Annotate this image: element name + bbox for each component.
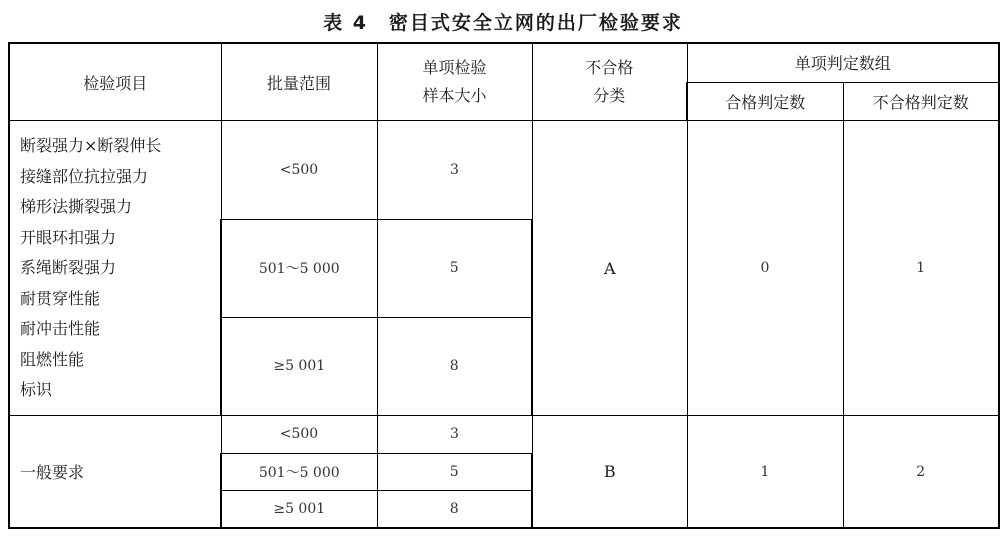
table-row — [9, 121, 999, 219]
class-cell: A — [532, 121, 687, 416]
fail-number-cell: 1 — [843, 121, 999, 416]
header-class-line1: 不合格 — [585, 58, 634, 78]
header-item: 检验项目 — [9, 43, 221, 121]
table-row — [9, 416, 999, 453]
fail-number-cell: 2 — [843, 416, 999, 528]
inspection-requirements-table — [8, 42, 1000, 529]
list-item: 开眼环扣强力 — [20, 227, 117, 247]
header-nonconformity-class — [532, 43, 687, 121]
list-item: 阻燃性能 — [20, 349, 85, 369]
group2-item: 一般要求 — [9, 416, 221, 528]
list-item: 系绳断裂强力 — [20, 258, 117, 277]
batch-range-cell: 501～5 000 — [221, 219, 377, 317]
list-item: 梯形法撕裂强力 — [20, 197, 133, 216]
sample-size-cell: 5 — [377, 453, 532, 490]
list-item: 接缝部位抗拉强力 — [20, 166, 149, 186]
sample-size-cell: 8 — [377, 490, 532, 528]
table-caption: 表 4 密目式安全立网的出厂检验要求 — [323, 12, 683, 34]
sample-size-cell: 8 — [377, 317, 532, 415]
pass-number-cell: 0 — [687, 121, 843, 416]
header-sample-size-line1: 单项检验 — [422, 58, 487, 78]
header-fail-number: 不合格判定数 — [843, 82, 999, 120]
batch-range-cell: <500 — [221, 416, 377, 453]
header-pass-number: 合格判定数 — [687, 82, 843, 120]
batch-range-cell: <500 — [221, 121, 377, 219]
header-class-line2: 分类 — [593, 86, 626, 106]
class-cell: B — [532, 416, 687, 528]
list-item: 耐贯穿性能 — [20, 288, 101, 308]
list-item: 断裂强力×断裂伸长 — [20, 136, 162, 155]
group1-item-list — [9, 121, 221, 416]
header-batch-range: 批量范围 — [221, 43, 377, 121]
batch-range-cell: 501～5 000 — [221, 453, 377, 490]
header-judgement-group: 单项判定数组 — [687, 43, 999, 82]
batch-range-cell: ≥5 001 — [221, 317, 377, 415]
header-sample-size — [377, 43, 532, 121]
pass-number-cell: 1 — [687, 416, 843, 528]
list-item: 耐冲击性能 — [20, 319, 101, 338]
batch-range-cell: ≥5 001 — [221, 490, 377, 528]
sample-size-cell: 3 — [377, 121, 532, 219]
list-item: 标识 — [20, 380, 53, 399]
sample-size-cell: 5 — [377, 219, 532, 317]
header-sample-size-line2: 样本大小 — [422, 86, 487, 106]
sample-size-cell: 3 — [377, 416, 532, 453]
